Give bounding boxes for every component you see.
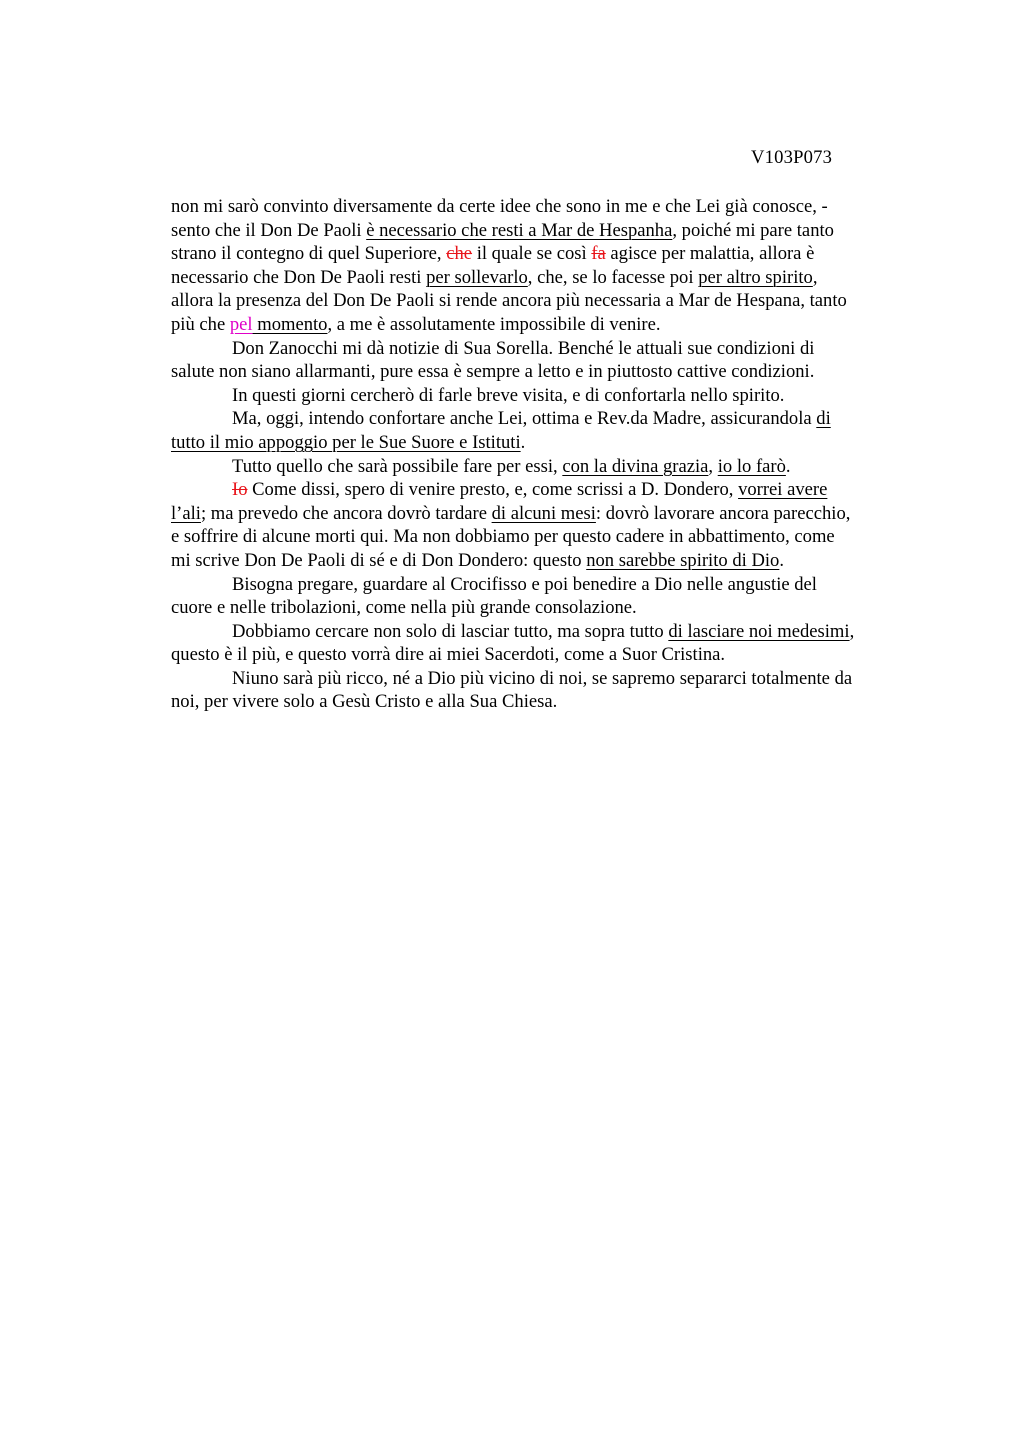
- text-run: , che, se lo facesse poi: [527, 266, 699, 288]
- text-run: Tutto quello che sarà possibile fare per essi,: [232, 455, 563, 477]
- underlined-text: tutto il mio appoggio per le Sue Suore e Istituti: [171, 431, 521, 453]
- underlined-text: per altro spirito: [698, 266, 813, 288]
- text-run: Dobbiamo cercare non solo di lasciar tutto, ma sopra tutto: [232, 620, 669, 642]
- text-run: ,: [812, 266, 818, 288]
- text-line: [171, 596, 931, 620]
- text-run: ,: [849, 620, 855, 642]
- text-line: [171, 384, 931, 408]
- text-run: .: [779, 549, 784, 571]
- text-line: [171, 643, 931, 667]
- text-line: [171, 502, 931, 526]
- text-run: cuore e nelle tribolazioni, come nella più grande consolazione.: [171, 597, 637, 619]
- text-run: Niuno sarà più ricco, né a Dio più vicino di noi, se sapremo separarci totalmente da: [232, 667, 853, 689]
- text-line: [171, 195, 931, 219]
- text-line: [171, 431, 931, 455]
- underlined-text: per sollevarlo: [426, 266, 528, 288]
- underlined-text: di lasciare noi medesimi: [668, 620, 850, 642]
- text-run: necessario che Don De Paoli resti: [171, 266, 427, 288]
- text-line: [171, 219, 931, 243]
- text-line: [171, 242, 931, 266]
- text-run: allora la presenza del Don De Paoli si rende ancora più necessaria a Mar de Hespana, tanto: [171, 290, 847, 312]
- text-run: il quale se così: [472, 243, 592, 265]
- text-run: agisce per malattia, allora è: [605, 243, 815, 265]
- text-run: .: [520, 431, 526, 453]
- text-line: [171, 478, 931, 502]
- text-run: salute non siano allarmanti, pure essa è sempre a letto e in piuttosto cattive condizioni.: [171, 361, 815, 383]
- text-run: Don Zanocchi mi dà notizie di Sua Sorella. Benché le attuali sue condizioni di: [232, 337, 815, 359]
- text-run: : dovrò lavorare ancora parecchio,: [595, 502, 851, 524]
- underlined-text: io lo farò: [717, 455, 786, 477]
- text-line: [171, 360, 931, 384]
- text-run: mi scrive Don De Paoli di sé e di Don Dondero: questo: [171, 549, 587, 571]
- text-run: più che: [171, 313, 230, 335]
- text-run: e soffrire di alcune morti qui. Ma non dobbiamo per questo cadere in abbattimento, come: [171, 526, 835, 548]
- text-line: [171, 667, 931, 691]
- text-run: ; ma prevedo che ancora dovrò tardare: [200, 502, 492, 524]
- text-run: .: [785, 455, 791, 477]
- deleted-text: Io: [232, 479, 248, 501]
- text-line: [171, 289, 931, 313]
- underlined-text: di alcuni mesi: [491, 502, 596, 524]
- text-run: non mi sarò convinto diversamente da certe idee che sono in me e che Lei già conosce, -: [171, 196, 828, 217]
- text-run: , a me è assolutamente impossibile di venire.: [327, 313, 661, 335]
- text-line: [171, 525, 931, 549]
- text-line: [171, 455, 931, 479]
- text-run: noi, per vivere solo a Gesù Cristo e alla Sua Chiesa.: [171, 691, 558, 713]
- text-run: strano il contegno di quel Superiore,: [171, 243, 447, 265]
- text-run: ,: [708, 455, 718, 477]
- text-run: , poiché mi pare tanto: [672, 219, 834, 241]
- letter-body: [171, 195, 931, 714]
- text-line: [171, 337, 931, 361]
- underlined-text: vorrei avere: [738, 479, 828, 501]
- text-line: [171, 690, 931, 714]
- underlined-text: è necessario che resti a Mar de Hespanha: [366, 219, 673, 241]
- text-run: Come dissi, spero di venire presto, e, come scrissi a D. Dondero,: [247, 479, 739, 501]
- underlined-text: momento: [252, 313, 328, 335]
- text-run: Ma, oggi, intendo confortare anche Lei, ottima e Rev.da Madre, assicurandola: [232, 408, 817, 430]
- text-line: [171, 573, 931, 597]
- text-line: [171, 620, 931, 644]
- underlined-text: con la divina grazia: [562, 455, 709, 477]
- page-identifier: V103P073: [751, 147, 833, 168]
- text-run: In questi giorni cercherò di farle breve visita, e di confortarla nello spirito.: [232, 384, 785, 406]
- text-line: [171, 266, 931, 290]
- underlined-text: non sarebbe spirito di Dio: [586, 549, 780, 571]
- deleted-text: che: [446, 243, 473, 265]
- text-run: Bisogna pregare, guardare al Crocifisso e poi benedire a Dio nelle angustie del: [232, 573, 817, 595]
- text-line: [171, 407, 931, 431]
- deleted-text: fa: [591, 243, 606, 265]
- text-line: [171, 313, 931, 337]
- underlined-text: l’ali: [171, 502, 201, 524]
- underlined-text: di: [816, 408, 831, 430]
- text-run: questo è il più, e questo vorrà dire ai miei Sacerdoti, come a Suor Cristina.: [171, 644, 726, 666]
- inserted-text: pel: [229, 313, 253, 335]
- text-run: sento che il Don De Paoli: [171, 219, 367, 241]
- text-line: [171, 549, 931, 573]
